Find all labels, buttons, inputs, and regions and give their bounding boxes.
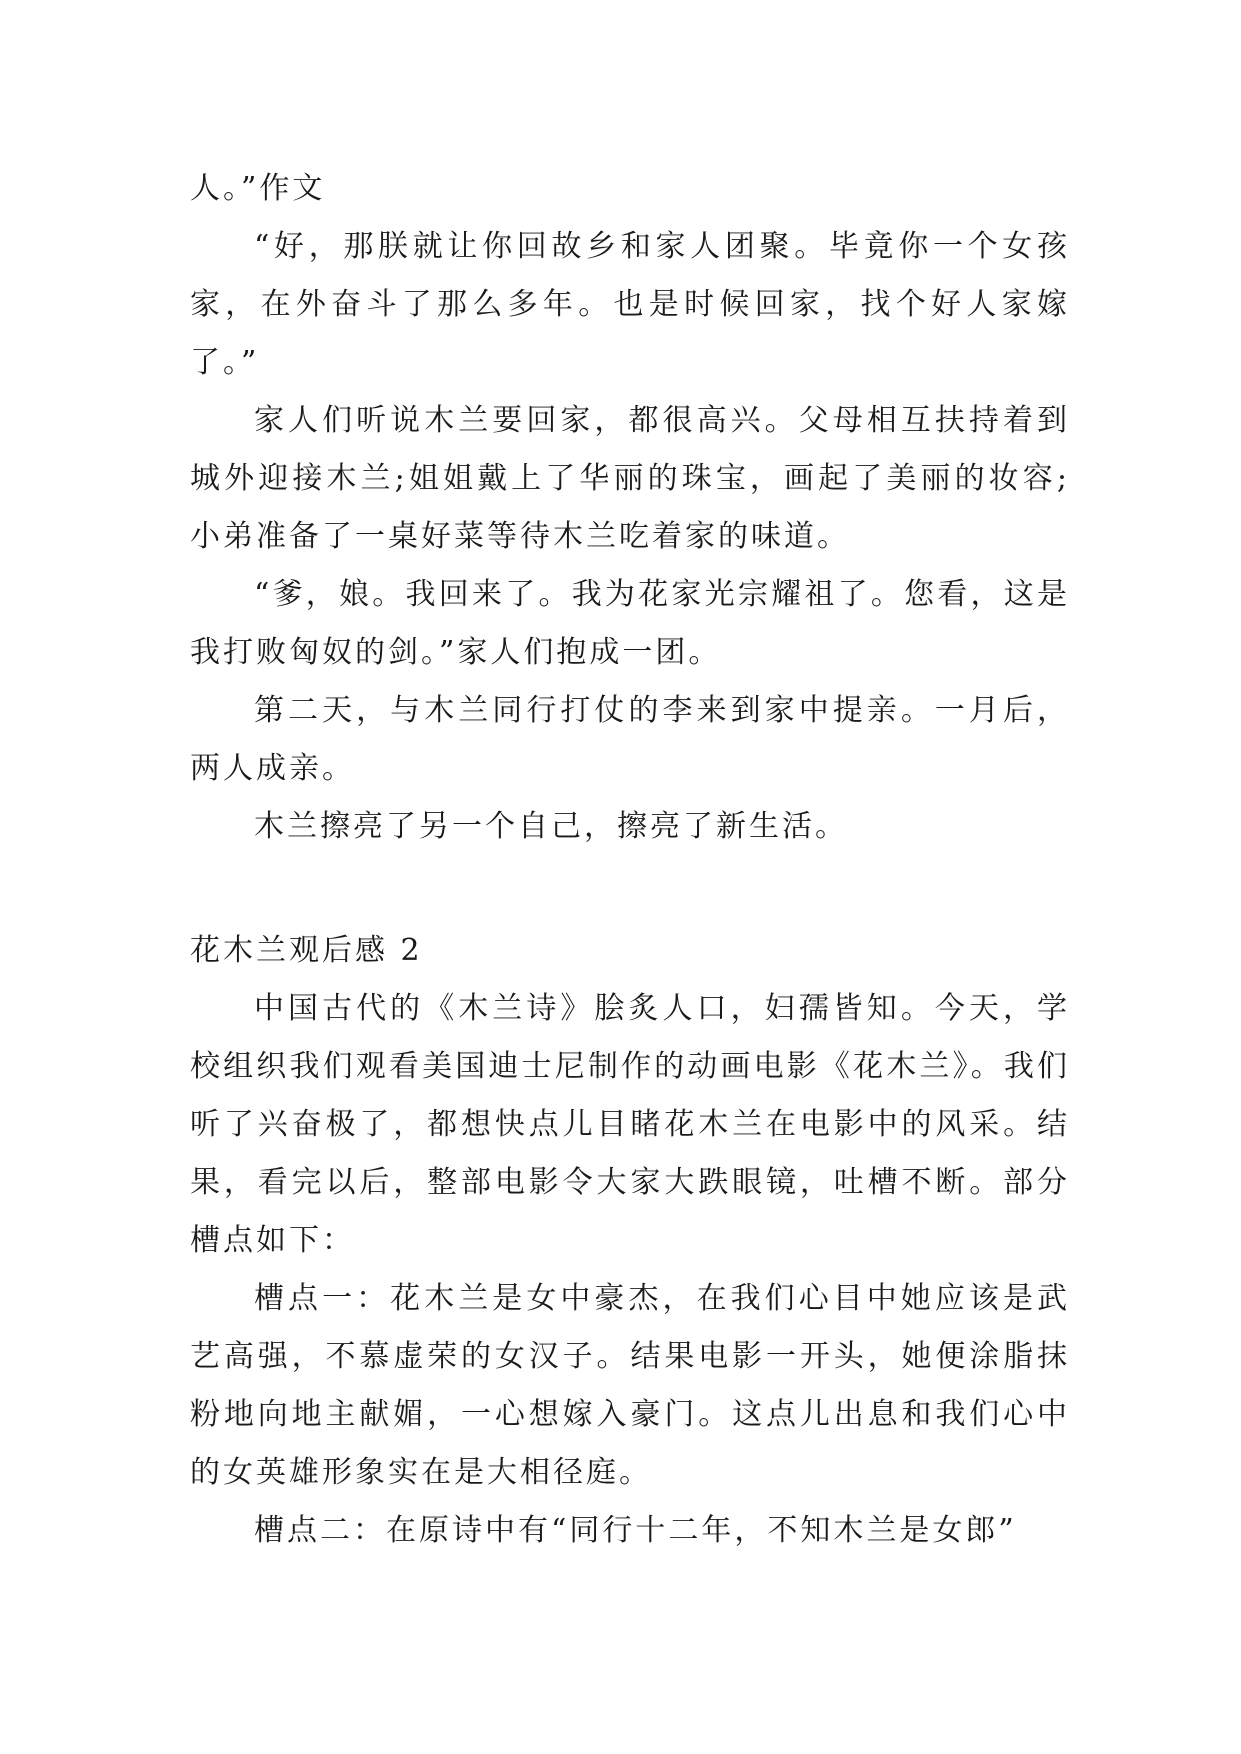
- paragraph-continued: 人。”作文: [190, 171, 326, 206]
- paragraph: 家人们听说木兰要回家，都很高兴。父母相互扶持着到城外迎接木兰;姐姐戴上了华丽的珠宝，画起了美丽的妆容;小弟准备了一桌好菜等待木兰吃着家的味道。: [190, 403, 1070, 554]
- paragraph: 槽点一：花木兰是女中豪杰，在我们心目中她应该是武艺高强，不慕虚荣的女汉子。结果电影一开头，她便涂脂抹粉地向地主献媚，一心想嫁入豪门。这点儿出息和我们心中的女英雄形象实在是大相径庭。: [190, 1281, 1070, 1490]
- paragraph: 槽点二：在原诗中有“同行十二年，不知木兰是女郎”: [254, 1513, 1017, 1548]
- paragraph: 木兰擦亮了另一个自己，擦亮了新生活。: [254, 809, 848, 844]
- paragraph: 第二天，与木兰同行打仗的李来到家中提亲。一月后，两人成亲。: [190, 693, 1070, 786]
- section-title: 花木兰观后感 2: [190, 933, 423, 968]
- paragraph: “好，那朕就让你回故乡和家人团聚。毕竟你一个女孩家，在外奋斗了那么多年。也是时候回家，找个好人家嫁了。”: [190, 229, 1070, 380]
- paragraph: “爹，娘。我回来了。我为花家光宗耀祖了。您看，这是我打败匈奴的剑。”家人们抱成一团。: [190, 577, 1070, 670]
- document-body: [190, 160, 1070, 1560]
- paragraph: 中国古代的《木兰诗》脍炙人口，妇孺皆知。今天，学校组织我们观看美国迪士尼制作的动画电影《花木兰》。我们听了兴奋极了，都想快点儿目睹花木兰在电影中的风采。结果，看完以后，整部电影令大家大跌眼镜，吐槽不断。部分槽点如下：: [190, 991, 1070, 1258]
